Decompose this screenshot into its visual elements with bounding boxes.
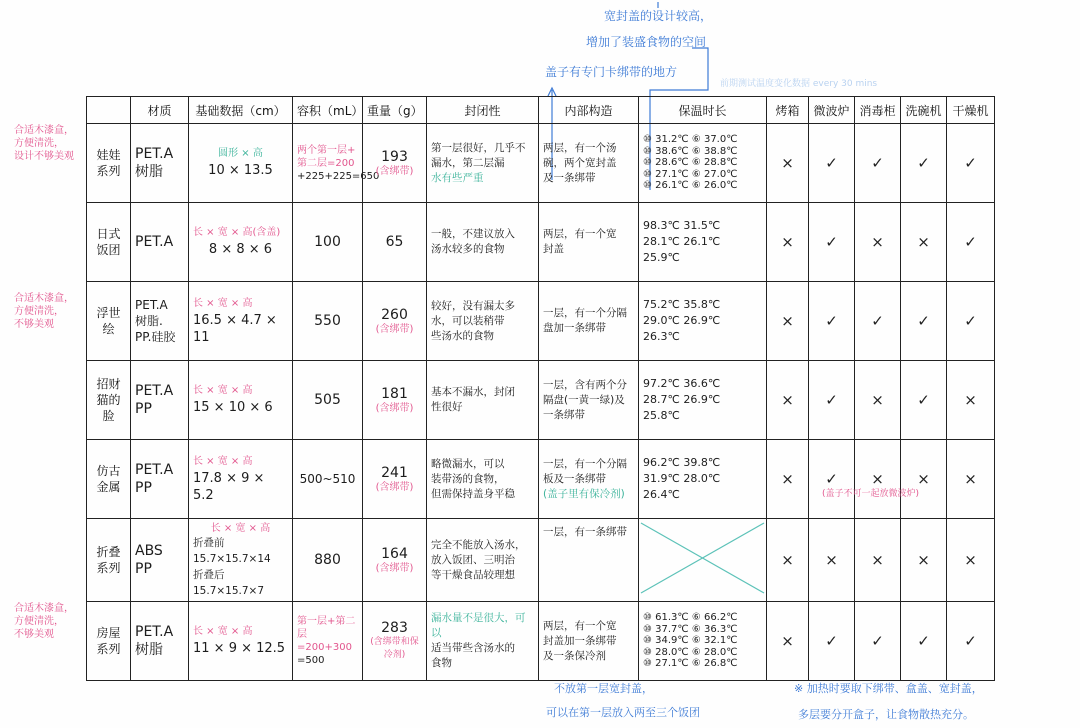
table-row	[87, 519, 995, 602]
seal-cell: 一般，不建议放入 汤水较多的食物	[427, 203, 539, 282]
left-note-row3: 合适木漆盒， 方便清洗， 不够美观	[14, 293, 74, 330]
volume-cell: 505	[293, 361, 363, 440]
product-name: 仿古金属	[87, 440, 131, 519]
product-name: 折叠系列	[87, 519, 131, 602]
oven-mark: ×	[767, 203, 809, 282]
product-name: 房屋系列	[87, 602, 131, 681]
header-cell: 容积（mL）	[293, 97, 363, 124]
interior-cell: 两层，有一个宽 封盖加一条绑带 及一条保冷剂	[539, 602, 639, 681]
interior-cell: 一层，有一条绑带	[539, 519, 639, 602]
material-cell: PET.A 树脂. PP.硅胶	[131, 282, 189, 361]
oven-mark: ×	[767, 440, 809, 519]
interior-cell: 一层，有一个分隔 板及一条绑带 (盖子里有保冷剂)	[539, 440, 639, 519]
microwave-mark: ✓	[809, 282, 855, 361]
header-cell	[87, 97, 131, 124]
lunchbox-comparison-table	[86, 96, 995, 681]
header-cell: 保温时长	[639, 97, 767, 124]
seal-cell: 第一层很好，几乎不 漏水，第二层漏 水有些严重	[427, 124, 539, 203]
seal-cell: 略微漏水，可以 装带汤的食物， 但需保持盖身平稳	[427, 440, 539, 519]
sterilizer-mark: ×	[855, 519, 901, 602]
dimension-cell: 长 × 宽 × 高 15 × 10 × 6	[189, 361, 293, 440]
dishwasher-mark: ✓	[901, 282, 947, 361]
table-row	[87, 361, 995, 440]
dimension-cell: 长 × 宽 × 高 17.8 × 9 × 5.2	[189, 440, 293, 519]
material-cell: PET.A 树脂	[131, 124, 189, 203]
seal-cell: 较好，没有漏太多 水，可以装稍带 些汤水的食物	[427, 282, 539, 361]
volume-cell: 100	[293, 203, 363, 282]
oven-mark: ×	[767, 282, 809, 361]
insulation-cell: 98.3℃ 31.5℃ 28.1℃ 26.1℃ 25.9℃	[639, 203, 767, 282]
interior-cell: 一层，含有两个分 隔盘(一黄一绿)及 一条绑带	[539, 361, 639, 440]
insulation-cell: 96.2℃ 39.8℃ 31.9℃ 28.0℃ 26.4℃	[639, 440, 767, 519]
table-row	[87, 124, 995, 203]
table-row	[87, 203, 995, 282]
oven-mark: ×	[767, 361, 809, 440]
insulation-cell-empty	[639, 519, 767, 602]
top-annotation-3: 盖子有专门卡绑带的地方	[545, 65, 678, 79]
dishwasher-mark: ✓	[901, 124, 947, 203]
interior-cell: 两层，有一个宽 封盖	[539, 203, 639, 282]
sterilizer-mark: ×	[855, 203, 901, 282]
insulation-cell: 97.2℃ 36.6℃ 28.7℃ 26.9℃ 25.8℃	[639, 361, 767, 440]
seal-cell: 完全不能放入汤水， 放入饭团、三明治 等干燥食品较理想	[427, 519, 539, 602]
oven-mark: ×	[767, 602, 809, 681]
weight-cell: 193 (含绑带)	[363, 124, 427, 203]
bottom-right-note-1: ※ 加热时要取下绑带、盒盖、宽封盖，	[794, 682, 983, 695]
header-cell: 干燥机	[947, 97, 995, 124]
microwave-mark: ✓	[809, 203, 855, 282]
weight-cell: 181 (含绑带)	[363, 361, 427, 440]
weight-cell: 260 (含绑带)	[363, 282, 427, 361]
dimension-cell: 长 × 宽 × 高 11 × 9 × 12.5	[189, 602, 293, 681]
header-row	[87, 97, 995, 124]
dimension-cell: 圆形 × 高 10 × 13.5	[189, 124, 293, 203]
top-annotation-2: 增加了装盛食物的空间	[586, 35, 707, 49]
material-cell: PET.A PP	[131, 440, 189, 519]
not-applicable-cross	[639, 521, 766, 595]
volume-cell: 880	[293, 519, 363, 602]
dryer-mark: ✓	[947, 124, 995, 203]
header-cell: 洗碗机	[901, 97, 947, 124]
header-cell: 烤箱	[767, 97, 809, 124]
seal-cell: 基本不漏水，封闭 性很好	[427, 361, 539, 440]
dishwasher-mark: ×	[901, 519, 947, 602]
product-name: 招财猫的脸	[87, 361, 131, 440]
dishwasher-mark: ✓	[901, 361, 947, 440]
dishwasher-mark: ×	[901, 203, 947, 282]
insulation-cell: ⑩ 61.3℃ ⑥ 66.2℃ ⑩ 37.7℃ ⑥ 36.3℃ ⑩ 34.9℃ ⑥ 32.1℃ ⑩ 28.0℃ ⑥ 28.0℃ ⑩ 27.1℃ ⑥ 26.8℃	[639, 602, 767, 681]
microwave-mark: ×	[809, 519, 855, 602]
interior-cell: 一层，有一个分隔 盘加一条绑带	[539, 282, 639, 361]
product-name: 娃娃系列	[87, 124, 131, 203]
table-row	[87, 440, 995, 519]
header-cell: 微波炉	[809, 97, 855, 124]
dryer-mark: ✓	[947, 203, 995, 282]
dimension-cell: 长 × 宽 × 高(含盖) 8 × 8 × 6	[189, 203, 293, 282]
bottom-note-1: 不放第一层宽封盖，	[554, 682, 653, 695]
material-cell: PET.A PP	[131, 361, 189, 440]
sterilizer-mark: ✓	[855, 124, 901, 203]
weight-cell: 164 (含绑带)	[363, 519, 427, 602]
header-cell: 内部构造	[539, 97, 639, 124]
material-cell: ABS PP	[131, 519, 189, 602]
bottom-right-note-2: 多层要分开盒子，让食物散热充分。	[798, 708, 974, 721]
header-cell: 消毒柜	[855, 97, 901, 124]
top-faint-note: 前期测试温度变化数据 every 30 mins	[720, 79, 878, 89]
dryer-mark: ×	[947, 519, 995, 602]
sterilizer-mark: ✓	[855, 282, 901, 361]
dimension-cell: 长 × 宽 × 高 16.5 × 4.7 × 11	[189, 282, 293, 361]
interior-cell: 两层，有一个汤 碗，两个宽封盖 及一条绑带	[539, 124, 639, 203]
microwave-mark: ✓	[809, 361, 855, 440]
volume-cell: 两个第一层+ 第二层=200 +225+225=650	[293, 124, 363, 203]
header-cell: 基础数据（cm）	[189, 97, 293, 124]
sterilizer-mark: ×	[855, 361, 901, 440]
sterilizer-mark: ✓	[855, 602, 901, 681]
left-note-row1: 合适木漆盒， 方便清洗， 设计不够美观	[14, 125, 74, 162]
oven-mark: ×	[767, 124, 809, 203]
dryer-mark: ✓	[947, 602, 995, 681]
dryer-mark: ×	[947, 440, 995, 519]
oven-mark: ×	[767, 519, 809, 602]
top-annotation-1: 宽封盖的设计较高，	[604, 9, 713, 23]
insulation-cell: 75.2℃ 35.8℃ 29.0℃ 26.9℃ 26.3℃	[639, 282, 767, 361]
table-row	[87, 602, 995, 681]
material-cell: PET.A	[131, 203, 189, 282]
weight-cell: 283 (含绑带和保冷剂)	[363, 602, 427, 681]
header-cell: 材质	[131, 97, 189, 124]
seal-cell: 漏水量不是很大，可以 适当带些含汤水的 食物	[427, 602, 539, 681]
volume-cell: 第一层+第二 层=200+300 =500	[293, 602, 363, 681]
insulation-cell: ⑩ 31.2℃ ⑥ 37.0℃ ⑩ 38.6℃ ⑥ 38.8℃ ⑩ 28.6℃ ⑥ 28.8℃ ⑩ 27.1℃ ⑥ 27.0℃ ⑩ 26.1℃ ⑥ 26.0℃	[639, 124, 767, 203]
weight-cell: 65	[363, 203, 427, 282]
dimension-cell: 长 × 宽 × 高 折叠前 15.7×15.7×14 折叠后 15.7×15.7×7	[189, 519, 293, 602]
product-name: 浮世绘	[87, 282, 131, 361]
volume-cell: 550	[293, 282, 363, 361]
microwave-lid-note: (盖子不可一起放微波炉)	[822, 489, 920, 499]
microwave-mark: ✓	[809, 440, 855, 519]
microwave-mark: ✓	[809, 602, 855, 681]
dishwasher-mark: ✓	[901, 602, 947, 681]
bottom-note-2: 可以在第一层放入两至三个饭团	[546, 706, 700, 719]
sterilizer-mark: ×	[855, 440, 901, 519]
product-name: 日式饭团	[87, 203, 131, 282]
weight-cell: 241 (含绑带)	[363, 440, 427, 519]
material-cell: PET.A 树脂	[131, 602, 189, 681]
header-cell: 封闭性	[427, 97, 539, 124]
header-cell: 重量（g）	[363, 97, 427, 124]
dryer-mark: ×	[947, 361, 995, 440]
left-note-row7: 合适木漆盒， 方便清洗， 不够美观	[14, 603, 74, 640]
table-row	[87, 282, 995, 361]
dryer-mark: ✓	[947, 282, 995, 361]
dishwasher-mark: ×	[901, 440, 947, 519]
microwave-mark: ✓	[809, 124, 855, 203]
volume-cell: 500~510	[293, 440, 363, 519]
